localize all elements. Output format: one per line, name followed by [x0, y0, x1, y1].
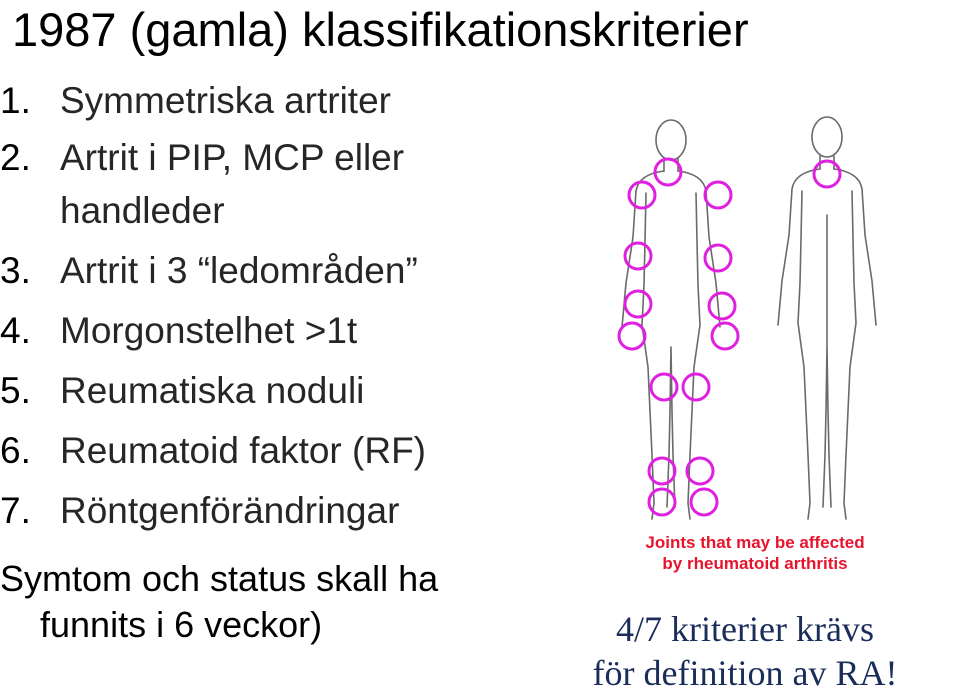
caption-line-2: by rheumatoid arthritis — [662, 554, 848, 573]
criterion-number: 3. — [0, 250, 31, 291]
joint-markers — [619, 159, 840, 515]
criterion-text: Morgonstelhet >1t — [60, 310, 358, 351]
note-line-2: funnits i 6 veckor) — [40, 604, 323, 645]
back-body-outline — [778, 117, 876, 519]
note-line-1: Symtom och status skall ha — [0, 558, 439, 599]
caption-line-1: Joints that may be affected — [645, 533, 865, 552]
criterion-number: 2. — [0, 137, 31, 178]
criterion-number: 4. — [0, 310, 31, 351]
criterion-text: Reumatiska noduli — [60, 370, 365, 411]
duration-note — [0, 556, 438, 648]
requirement-line-2: för definition av RA! — [592, 653, 898, 693]
criterion-text: Artrit i 3 “ledområden” — [60, 250, 418, 291]
criterion-number: 6. — [0, 430, 31, 471]
diagnosis-requirement — [555, 607, 935, 695]
criterion-text: Artrit i PIP, MCP eller — [60, 137, 405, 178]
criterion-number: 5. — [0, 370, 31, 411]
criterion-text: handleder — [60, 190, 225, 231]
slide-title: 1987 (gamla) klassifikationskriterier — [12, 3, 749, 56]
criterion-number: 1. — [0, 80, 31, 121]
criterion-text: Symmetriska artriter — [60, 80, 391, 121]
requirement-line-1: 4/7 kriterier krävs — [616, 609, 874, 649]
criterion-text: Röntgenförändringar — [60, 490, 400, 531]
affected-joints-figure — [604, 115, 904, 575]
figure-caption — [615, 532, 895, 574]
criterion-number: 7. — [0, 490, 31, 531]
criterion-text: Reumatoid faktor (RF) — [60, 430, 426, 471]
